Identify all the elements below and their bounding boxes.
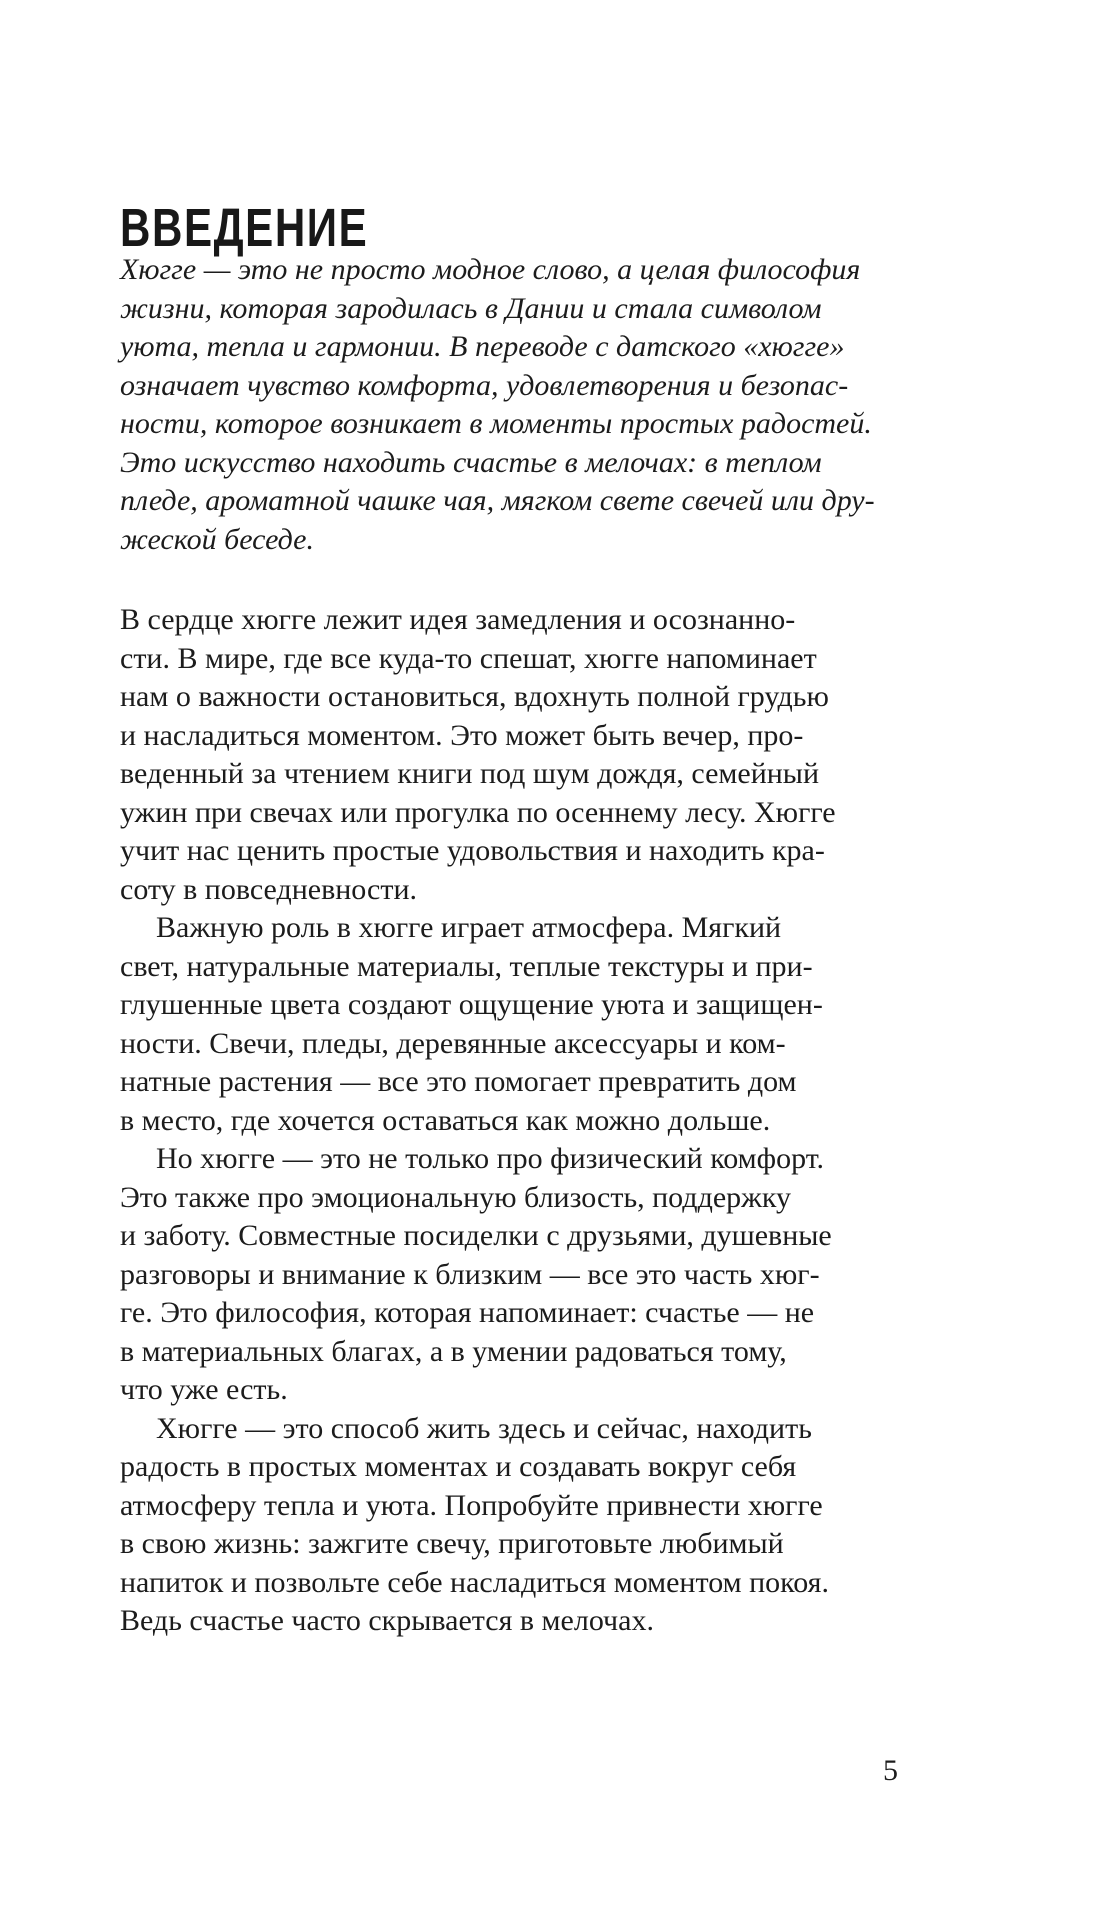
body-line: Это также про эмоциональную близость, поддержку (120, 1180, 792, 1214)
body-line: и заботу. Совместные посиделки с друзьями, душевные (120, 1219, 832, 1252)
page-number: 5 (883, 1754, 898, 1787)
lead-paragraph (120, 251, 898, 559)
body-line: ужин при свечах или прогулка по осеннему лесу. Хюгге (120, 795, 836, 829)
body-line: В сердце хюгге лежит идея замедления и осознанно- (120, 603, 796, 636)
body-paragraph (120, 909, 898, 1140)
body-line: ге. Это философия, которая напоминает: счастье — не (120, 1296, 815, 1329)
page-title: ВВЕДЕНИЕ (120, 198, 369, 259)
body-paragraph (120, 1410, 898, 1641)
lead-line: жизни, которая зародилась в Дании и стала символом (120, 291, 822, 325)
body-line: напиток и позвольте себе насладиться моментом покоя. (120, 1565, 829, 1599)
body-line: Но хюгге — это не только про физический комфорт. (156, 1142, 825, 1175)
body-line: в место, где хочется оставаться как можно дольше. (120, 1103, 771, 1137)
lead-line: Хюгге — это не просто модное слово, а целая философия (120, 253, 861, 286)
body-line: в свою жизнь: зажгите свечу, приготовьте любимый (120, 1527, 784, 1560)
body-line: Ведь счастье часто скрывается в мелочах. (120, 1604, 654, 1637)
body-paragraph (120, 601, 898, 909)
body-paragraph (120, 1140, 898, 1410)
body-line: и насладиться моментом. Это может быть вечер, про- (120, 718, 804, 752)
body-line: учит нас ценить простые удовольствия и находить кра- (120, 834, 825, 867)
body-text (120, 601, 898, 1641)
body-line: Хюгге — это способ жить здесь и сейчас, находить (156, 1411, 812, 1445)
body-line: что уже есть. (120, 1373, 288, 1406)
body-line: радость в простых моментах и создавать вокруг себя (120, 1450, 797, 1483)
body-line: соту в повседневности. (120, 872, 418, 906)
body-line: Важную роль в хюгге играет атмосфера. Мягкий (156, 911, 782, 944)
lead-line: уюта, тепла и гармонии. В переводе с датского «хюгге» (120, 330, 845, 363)
lead-line: Это искусство находить счастье в мелочах: в теплом (120, 445, 822, 479)
body-line: глушенные цвета создают ощущение уюта и защищен- (120, 988, 823, 1021)
lead-line: означает чувство комфорта, удовлетворения и безопас- (120, 368, 849, 402)
body-line: атмосферу тепла и уюта. Попробуйте привнести хюгге (120, 1488, 823, 1522)
body-line: разговоры и внимание к близким — все это часть хюг- (120, 1257, 820, 1291)
body-line: натные растения — все это помогает превратить дом (120, 1065, 797, 1098)
body-line: сти. В мире, где все куда-то спешат, хюгге напоминает (120, 641, 817, 675)
body-line: в материальных благах, а в умении радоваться тому, (120, 1334, 787, 1368)
lead-line: ности, которое возникает в моменты простых радостей. (120, 407, 872, 440)
body-line: веденный за чтением книги под шум дождя, семейный (120, 757, 820, 790)
body-line: свет, натуральные материалы, теплые текстуры и при- (120, 949, 813, 983)
lead-line: жеской беседе. (120, 522, 314, 556)
body-line: ности. Свечи, пледы, деревянные аксессуары и ком- (120, 1026, 786, 1060)
body-line: нам о важности остановиться, вдохнуть полной грудью (120, 680, 829, 713)
lead-line: пледе, ароматной чашке чая, мягком свете свечей или дру- (120, 484, 875, 517)
